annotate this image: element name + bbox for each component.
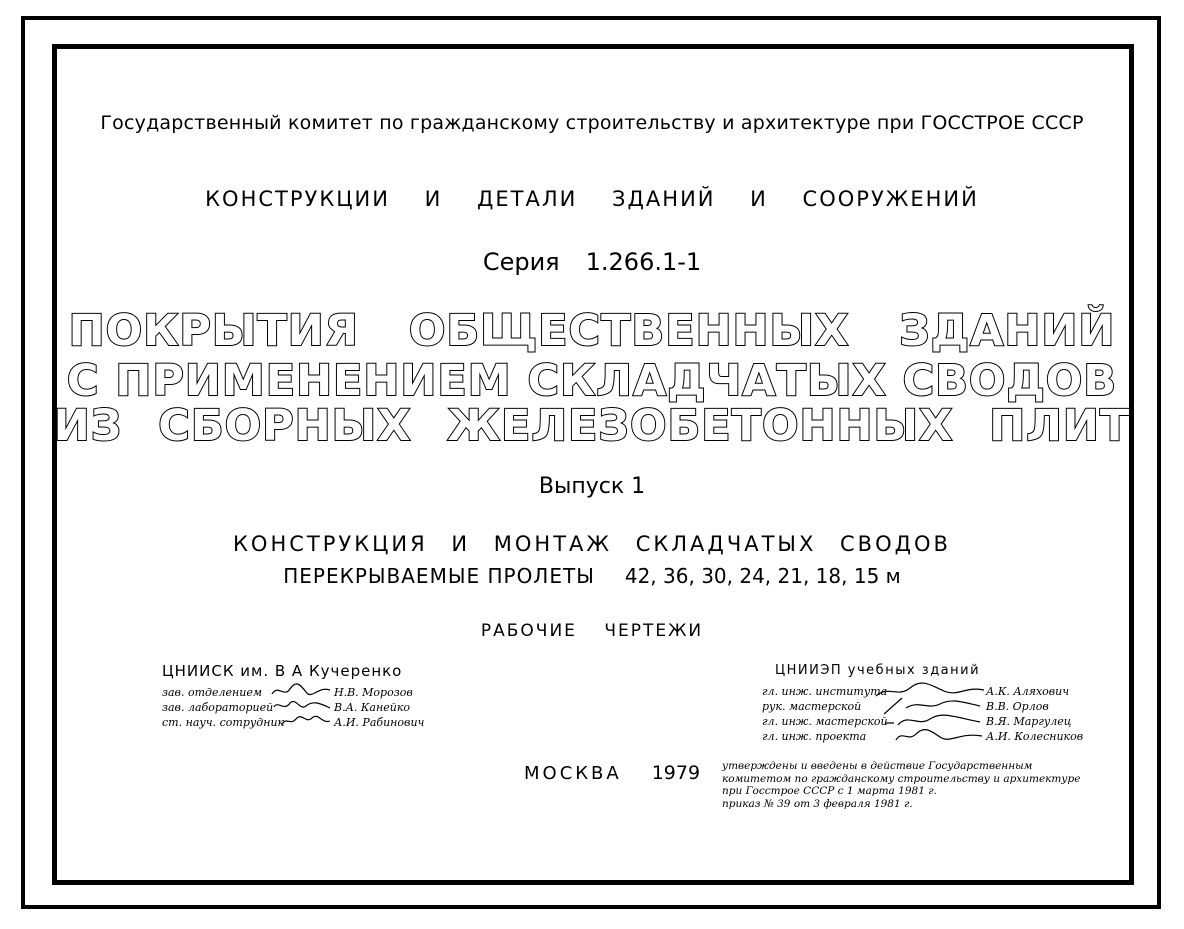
signature-icon [280,712,332,730]
staff-position: рук. мастерской [762,700,862,713]
working-drawings-label: РАБОЧИЕ ЧЕРТЕЖИ [480,621,704,641]
staff-name: А.И. Колесников [986,730,1084,743]
series-label: Серия [482,248,560,276]
inner-frame [52,44,1134,885]
issue-label: Выпуск 1 [538,474,646,499]
approval-line: комитетом по гражданскому строительству и архитектуре [722,772,1081,785]
signature-icon [894,726,984,746]
staff-name: В.А. Канейко [334,701,411,714]
staff-position: гл. инж. института [762,685,888,698]
left-org-name: ЦНИИСК им. В А Кучеренко [162,662,403,680]
approval-line: утверждены и введены в действие Государственным [722,760,1033,772]
left-org-staff [162,685,425,730]
year: 1979 [651,762,701,784]
staff-position: зав. лабораторией [162,701,274,714]
staff-name: В.Я. Маргулец [986,715,1072,728]
staff-name: Н.В. Морозов [334,686,413,699]
content-subject: КОНСТРУКЦИЯ И МОНТАЖ СКЛАДЧАТЫХ СВОДОВ [233,532,951,556]
series-line [0,248,1184,276]
staff-name: А.К. Аляхович [986,685,1070,698]
city-year [524,762,700,784]
staff-position: гл. инж. проекта [762,730,867,743]
staff-row [162,715,425,730]
title-line-2: С ПРИМЕНЕНИЕМ СКЛАДЧАТЫХ СВОДОВ [66,356,1118,406]
staff-row [762,729,1084,744]
staff-name: В.В. Орлов [986,700,1049,713]
series-number: 1.266.1-1 [585,248,702,276]
approval-line: приказ № 39 от 3 февраля 1981 г. [722,797,913,810]
staff-position: ст. науч. сотрудник [162,716,285,729]
spans-values: 42, 36, 30, 24, 21, 18, 15 м [624,564,901,588]
staff-position: зав. отделением [162,686,262,699]
title-line-3: ИЗ СБОРНЫХ ЖЕЛЕЗОБЕТОННЫХ ПЛИТ [53,401,1131,451]
spans-line [0,564,1184,588]
staff-position: гл. инж. мастерской [762,715,888,728]
right-org-staff [762,684,1084,744]
committee-heading: Государственный комитет по гражданскому строительству и архитектуре при ГОССТРОЕ СССР [100,112,1084,134]
category-heading: КОНСТРУКЦИИ И ДЕТАЛИ ЗДАНИЙ И СООРУЖЕНИЙ [205,187,979,211]
staff-name: А.И. Рабинович [334,716,425,729]
title-line-1: ПОКРЫТИЯ ОБЩЕСТВЕННЫХ ЗДАНИЙ [68,306,1116,356]
city-name: МОСКВА [524,763,622,784]
right-org-name: ЦНИИЭП учебных зданий [775,663,981,678]
approval-note [722,760,1080,810]
approval-line: при Госстрое СССР с 1 марта 1981 г. [722,785,937,797]
spans-label: ПЕРЕКРЫВАЕМЫЕ ПРОЛЕТЫ [283,564,595,588]
